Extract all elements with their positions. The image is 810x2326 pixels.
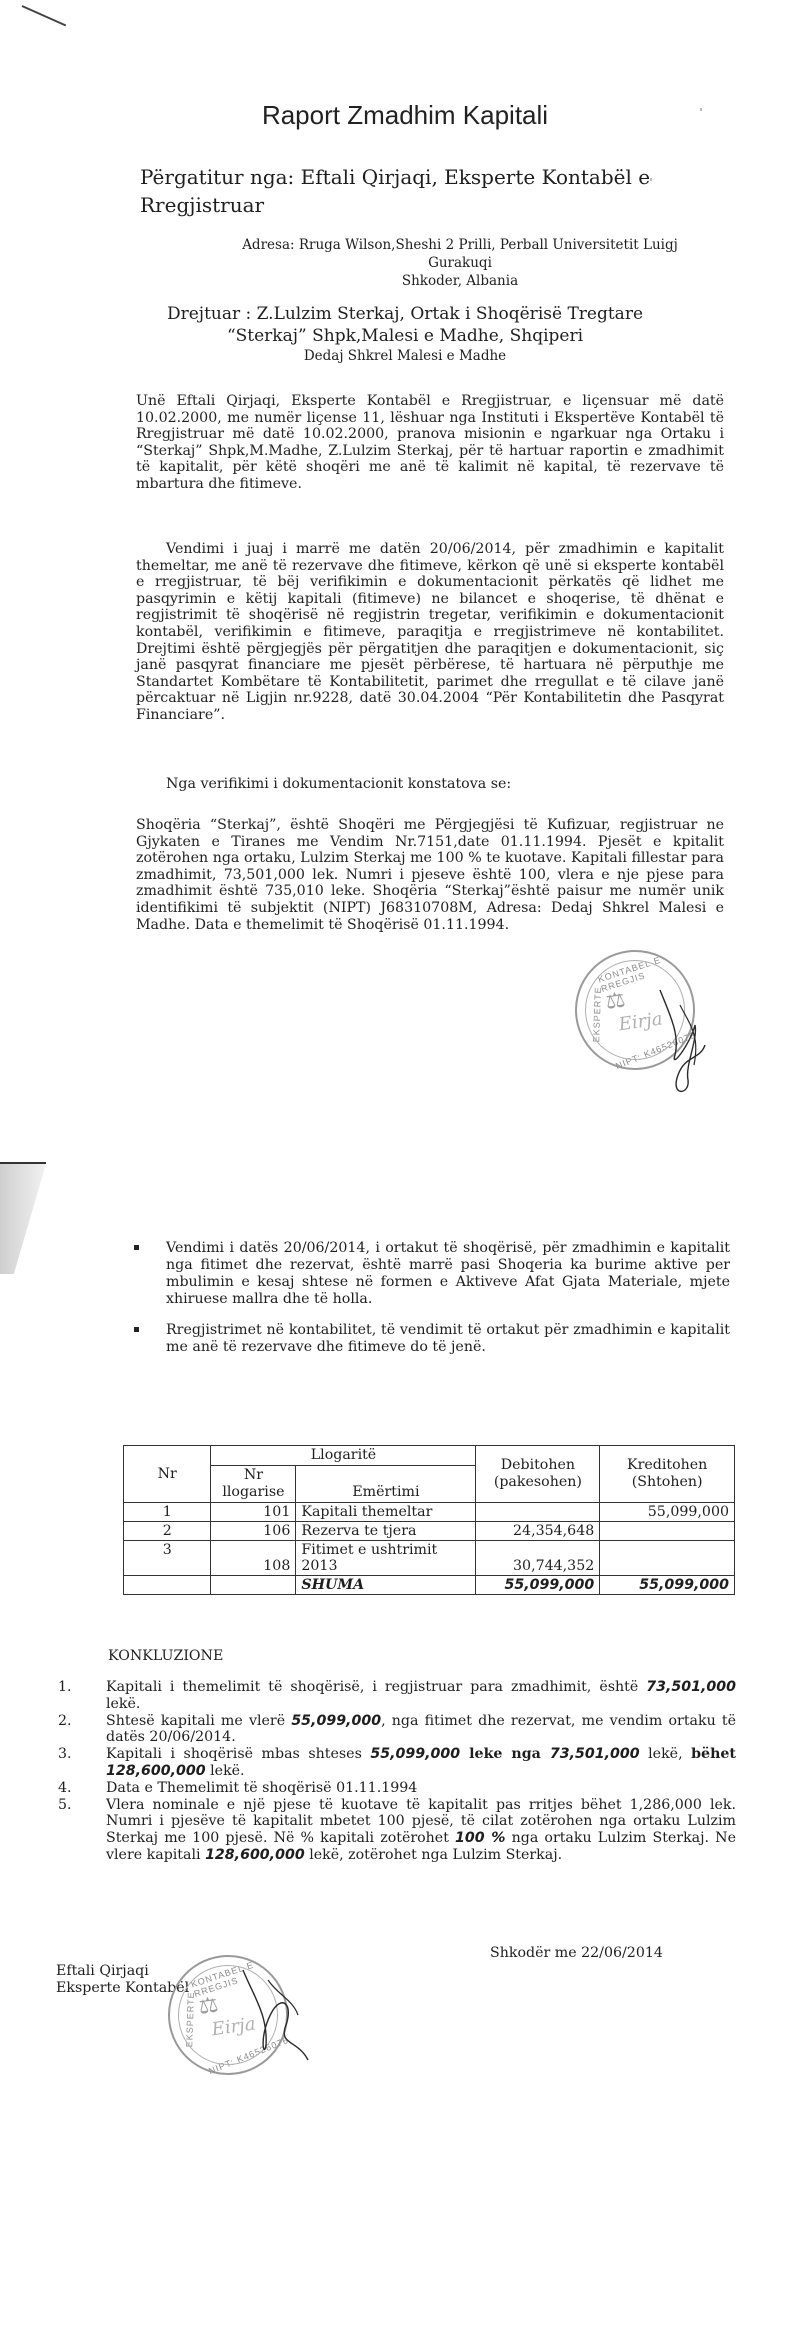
verification-intro: Nga verifikimi i dokumentacionit konstatova se:	[166, 776, 512, 792]
conclusion-item	[58, 1746, 736, 1780]
table-row	[124, 1522, 735, 1541]
total-debit: 55,099,000	[476, 1576, 600, 1595]
conclusion-item	[58, 1797, 736, 1864]
bullet-square-icon	[134, 1245, 139, 1250]
addressed-line: Drejtuar : Z.Lulzim Sterkaj, Ortak i Shoqërisë Tregtare	[166, 304, 644, 324]
cell-credit: 55,099,000	[600, 1503, 735, 1522]
item-amount: 73,501,000	[549, 1746, 640, 1763]
stamp-script-name: Eirja	[210, 2013, 257, 2041]
bullet-text: Vendimi i datës 20/06/2014, i ortakut të shoqërisë, për zmadhimin e kapitalit nga fitimet dhe rezervat, është marrë pasi Shoqeria ka burime aktive per mbulimin e kesaj shtese në formen e Aktiveve Afat Gjata Materiale, mjete xhiruese mallra dhe të holla.	[166, 1240, 730, 1307]
item-text: Data e Themelimit të shoqërisë 01.11.1994	[106, 1779, 418, 1796]
item-amount: 73,501,000	[646, 1679, 736, 1695]
scan-artifact-line	[22, 5, 67, 26]
cell-account-no: 101	[211, 1503, 296, 1522]
table-row	[124, 1541, 735, 1576]
stamp-side-text: EKSPERTE	[591, 986, 604, 1043]
item-text: Kapitali i themelimit të shoqërisë, i regjistruar para zmadhimit, është	[106, 1679, 647, 1695]
signature	[238, 1965, 318, 2065]
item-amount: 55,099,000	[291, 1712, 382, 1729]
item-text: Kapitali i shoqërisë mbas shteses	[106, 1746, 371, 1763]
item-amount: 128,600,000	[205, 1846, 305, 1863]
cell-name: Rezerva te tjera	[296, 1522, 476, 1541]
prepared-by: Përgatitur nga: Eftali Qirjaqi, Eksperte Kontabël e Rregjistruar	[140, 165, 651, 217]
cell-name: Kapitali themeltar	[296, 1503, 476, 1522]
ledger-header-row	[124, 1446, 735, 1466]
cell-name: Fitimet e ushtrimit 2013	[296, 1541, 476, 1576]
cell-account-no: 108	[211, 1541, 296, 1576]
stamp-nipt: NIPT: K46526076	[207, 2034, 291, 2077]
cell-empty	[124, 1576, 211, 1595]
item-text: Vlera nominale e një pjese të kuotave të kapitalit pas rritjes bëhet 1,286,000 lek. Numri i pjesëve të kapitalit mbetet 100 pjesë, të cilat zotërohen nga ortaku Lulzim Sterkaj me 100 pjesë. Në % kapitali zotërohet	[106, 1796, 736, 1847]
addressed-location: Dedaj Shkrel Malesi e Madhe	[303, 348, 507, 364]
item-text-bold: bëhet	[691, 1746, 736, 1763]
stamp-top-text: KONTABEL E RREGJIS	[189, 1959, 256, 1999]
bullet-item	[130, 1322, 730, 1356]
signer-role: Eksperte Kontabël	[56, 1980, 190, 1996]
item-text: lekë.	[106, 1695, 141, 1712]
scales-icon: ⚖	[196, 1992, 220, 2020]
signer-name: Eftali Qirjaqi	[56, 1963, 149, 1979]
stamp-top-text: KONTABEL E RREGJIS	[596, 954, 663, 994]
ledger-table	[123, 1445, 735, 1595]
cell-nr: 3	[124, 1541, 211, 1576]
item-number: 1.	[58, 1679, 72, 1695]
cell-credit	[600, 1522, 735, 1541]
address-line: Gurakuqi	[428, 255, 492, 271]
conclusions-list	[58, 1679, 736, 1864]
header-debit: Debitohen (pakesohen)	[476, 1446, 600, 1503]
conclusion-item	[58, 1679, 736, 1713]
header-nr: Nr	[124, 1446, 211, 1503]
header-credit: Kreditohen (Shtohen)	[600, 1446, 735, 1503]
table-row	[124, 1503, 735, 1522]
total-label: SHUMA	[296, 1576, 476, 1595]
header-name: Emërtimi	[296, 1466, 476, 1503]
address-line: Shkoder, Albania	[401, 273, 519, 289]
cell-nr: 2	[124, 1522, 211, 1541]
decision-paragraph: Vendimi i juaj i marrë me datën 20/06/2014, për zmadhimin e kapitalit themeltar, me anë të rezervave dhe fitimeve, kërkon që unë si eksperte kontabël e rregjistruar, të bëj verifikimin e dokumentacionit përkatës që lidhet me pasqyrimin e këtij kapitali (fitimeve) ne bilancet e shoqerise, të dhënat e regjistrimit të shoqërisë në regjistrin tregetar, verifikimin e dokumentacionit kontabël, verifikimin e fitimeve, paraqitja e rregjistrimeve në kontabilitet. Drejtimi është përgjegjës për përgatitjen dhe paraqitjen e dokumentacionit, siç janë pasqyrat financiare me pjesët përbërese, të hartuara në përputhje me Standartet Kombëtare të Kontabilitetit, parimet dhe rregullat e të cilave janë përcaktuar në Ligjin nr.9228, datë 30.04.2004 “Për Kontabilitetin dhe Pasqyrat Financiare”.	[136, 541, 724, 723]
item-text: , nga fitimet dhe rezervat, me vendim ortaku të datës 20/06/2014.	[106, 1712, 737, 1746]
stamp-side-text: EKSPERTE	[184, 1991, 197, 2048]
table-total-row	[124, 1576, 735, 1595]
scales-icon: ⚖	[603, 987, 627, 1015]
signature	[650, 985, 710, 1100]
bullet-square-icon	[134, 1327, 139, 1332]
item-text: lekë, zotërohet nga Lulzim Sterkaj.	[304, 1846, 563, 1863]
addressed-to	[110, 303, 700, 365]
page-fold-edge	[0, 1162, 46, 1164]
item-amount: 128,600,000	[106, 1762, 206, 1779]
bullet-text: Rregjistrimet në kontabilitet, të vendimit të ortakut për zmadhimin e kapitalit me anë të rezervave dhe fitimeve do të jenë.	[166, 1322, 730, 1355]
cell-empty	[211, 1576, 296, 1595]
item-amount: 55,099,000	[370, 1746, 461, 1763]
bullet-list	[130, 1240, 730, 1370]
header-account-no: Nr llogarise	[211, 1466, 296, 1503]
conclusions-title: KONKLUZIONE	[108, 1648, 224, 1664]
item-amount: 100 %	[455, 1830, 506, 1847]
item-number: 2.	[58, 1712, 72, 1729]
document-title: Raport Zmadhim Kapitali	[261, 100, 549, 130]
item-text: nga ortaku Lulzim Sterkaj. Ne vlere kapitali	[106, 1830, 736, 1863]
address-line: Adresa: Rruga Wilson,Sheshi 2 Prilli, Perball Universitetit Luigj	[242, 237, 678, 253]
item-text-bold: leke nga	[460, 1746, 550, 1763]
cell-debit: 24,354,648	[476, 1522, 600, 1541]
conclusion-item	[58, 1713, 736, 1747]
cell-debit: 30,744,352	[476, 1541, 600, 1576]
place-and-date: Shkodër me 22/06/2014	[490, 1945, 663, 1961]
total-credit: 55,099,000	[600, 1576, 735, 1595]
item-text: lekë,	[639, 1746, 692, 1763]
stamp-script-name: Eirja	[617, 1008, 664, 1036]
company-facts-paragraph: Shoqëria “Sterkaj”, është Shoqëri me Përgjegjësi të Kufizuar, regjistruar ne Gjykaten e Tiranes me Vendim Nr.7151,date 01.11.1994. Pjesët e kpitalit zotërohen nga ortaku, Lulzim Sterkaj me 100 % te kuotave. Kapitali fillestar para zmadhimit, 73,501,000 lek. Numri i pjeseve është 100, vlera e nje pjese para zmadhimit është 735,010 leke. Shoqëria “Sterkaj”është paisur me numër unik identifikimi të subjektit (NIPT) J68310708M, Adresa: Dedaj Shkrel Malesi e Madhe. Data e themelimit të Shoqërisë 01.11.1994.	[136, 817, 724, 933]
cell-nr: 1	[124, 1503, 211, 1522]
signer-block	[56, 1963, 189, 1997]
addressed-line: “Sterkaj” Shpk,Malesi e Madhe, Shqiperi	[226, 326, 584, 346]
conclusion-item	[58, 1780, 736, 1797]
bullet-item	[130, 1240, 730, 1308]
item-text: lekë.	[205, 1762, 245, 1779]
intro-paragraph: Unë Eftali Qirjaqi, Eksperte Kontabël e Rregjistruar, e liçensuar më datë 10.02.2000, me numër liçense 11, lëshuar nga Instituti i Ekspertëve Kontabël të Rregjistruar më datë 10.02.2000, pranova misionin e ngarkuar nga Ortaku i “Sterkaj” Shpk,M.Madhe, Z.Lulzim Sterkaj, për të hartuar raportin e zmadhimit të kapitalit, për këtë shoqëri me anë të kalimit në kapital, të rezervave të mbartura dhe fitimeve.	[136, 393, 724, 492]
item-text: Shtesë kapitali me vlerë	[106, 1712, 292, 1729]
cell-debit	[476, 1503, 600, 1522]
item-number: 5.	[58, 1796, 72, 1813]
author-address	[200, 236, 720, 290]
cell-account-no: 106	[211, 1522, 296, 1541]
header-accounts: Llogaritë	[211, 1446, 476, 1466]
item-number: 4.	[58, 1779, 72, 1796]
item-number: 3.	[58, 1746, 72, 1763]
cell-credit	[600, 1541, 735, 1576]
stamp-nipt: NIPT: K46526076	[614, 1029, 698, 1072]
page-fold-shadow	[0, 1164, 46, 1274]
